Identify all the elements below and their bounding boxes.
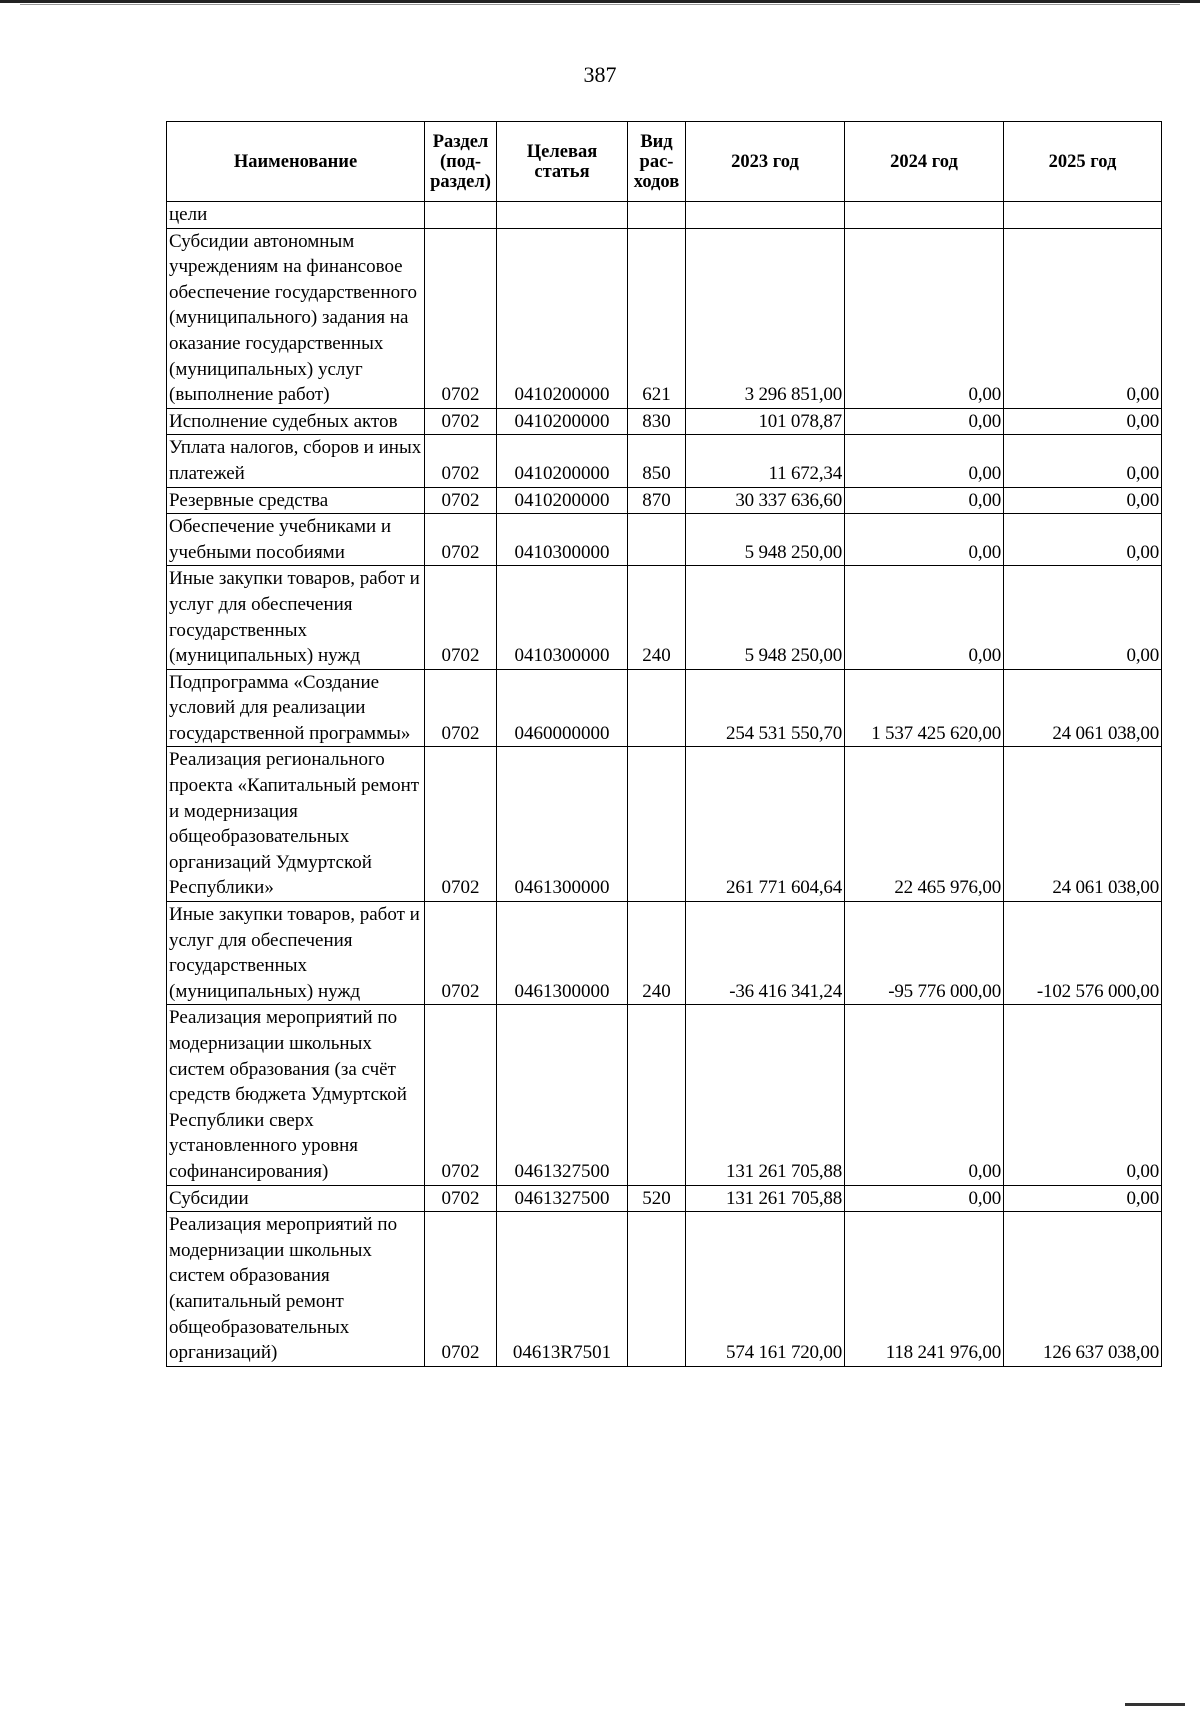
col-header-2024: 2024 год [845,122,1004,202]
cell-name: Реализация мероприятий по модернизации школьных систем образования (капитальный ремонт общеобразовательных организаций) [167,1212,425,1367]
cell-type [628,514,686,566]
col-header-expense-type: Вид рас-ходов [628,122,686,202]
cell-2023: 5 948 250,00 [686,566,845,669]
cell-type [628,1005,686,1185]
cell-2025 [1004,202,1162,229]
cell-type: 621 [628,228,686,408]
cell-target: 0410300000 [497,566,628,669]
cell-section: 0702 [425,487,497,514]
cell-2023: 5 948 250,00 [686,514,845,566]
cell-2024: 0,00 [845,1185,1004,1212]
cell-type [628,1212,686,1367]
cell-type: 240 [628,566,686,669]
cell-2024: 0,00 [845,408,1004,435]
cell-section: 0702 [425,1185,497,1212]
cell-type: 830 [628,408,686,435]
cell-name: Исполнение судебных актов [167,408,425,435]
cell-section: 0702 [425,228,497,408]
budget-table [166,121,1162,1367]
cell-2025: 0,00 [1004,1185,1162,1212]
cell-2023: -36 416 341,24 [686,902,845,1005]
cell-target: 0461327500 [497,1005,628,1185]
cell-2023: 261 771 604,64 [686,747,845,902]
table-row [167,1185,1162,1212]
table-row [167,202,1162,229]
cell-target: 0410200000 [497,435,628,487]
cell-2023: 11 672,34 [686,435,845,487]
col-header-name: Наименование [167,122,425,202]
table-row [167,435,1162,487]
table-row [167,1005,1162,1185]
cell-2023 [686,202,845,229]
table-row [167,514,1162,566]
cell-2024: 0,00 [845,1005,1004,1185]
cell-2025: 0,00 [1004,514,1162,566]
table-row [167,566,1162,669]
cell-section [425,202,497,229]
cell-type: 850 [628,435,686,487]
cell-2024: 22 465 976,00 [845,747,1004,902]
cell-name: Иные закупки товаров, работ и услуг для обеспечения государственных (муниципальных) нужд [167,566,425,669]
cell-2024: -95 776 000,00 [845,902,1004,1005]
cell-2023: 254 531 550,70 [686,669,845,747]
table-row [167,228,1162,408]
table-header-row [167,122,1162,202]
cell-name: Подпрограмма «Создание условий для реализации государственной программы» [167,669,425,747]
cell-2025: 0,00 [1004,408,1162,435]
cell-target: 04613R7501 [497,1212,628,1367]
cell-name: Реализация регионального проекта «Капитальный ремонт и модернизация общеобразовательных организаций Удмуртской Республики» [167,747,425,902]
cell-section: 0702 [425,408,497,435]
col-header-2023: 2023 год [686,122,845,202]
cell-target: 0410200000 [497,228,628,408]
cell-2025: 24 061 038,00 [1004,747,1162,902]
cell-name: Уплата налогов, сборов и иных платежей [167,435,425,487]
cell-2024: 0,00 [845,566,1004,669]
cell-2023: 574 161 720,00 [686,1212,845,1367]
cell-target [497,202,628,229]
cell-2025: 0,00 [1004,228,1162,408]
cell-type [628,747,686,902]
cell-type: 240 [628,902,686,1005]
cell-target: 0461300000 [497,902,628,1005]
cell-2025: 0,00 [1004,435,1162,487]
cell-2025: 0,00 [1004,566,1162,669]
cell-2025: 24 061 038,00 [1004,669,1162,747]
col-header-section: Раздел (под-раздел) [425,122,497,202]
cell-2024: 0,00 [845,228,1004,408]
cell-2025: -102 576 000,00 [1004,902,1162,1005]
cell-section: 0702 [425,514,497,566]
cell-2024: 1 537 425 620,00 [845,669,1004,747]
table-row [167,1212,1162,1367]
cell-section: 0702 [425,669,497,747]
cell-2023: 101 078,87 [686,408,845,435]
cell-section: 0702 [425,902,497,1005]
table-row [167,902,1162,1005]
cell-2024: 118 241 976,00 [845,1212,1004,1367]
page-number: 387 [583,62,617,87]
col-header-target: Целевая статья [497,122,628,202]
cell-target: 0461327500 [497,1185,628,1212]
cell-target: 0461300000 [497,747,628,902]
table-row [167,408,1162,435]
table-row [167,747,1162,902]
cell-target: 0460000000 [497,669,628,747]
cell-2024 [845,202,1004,229]
cell-2024: 0,00 [845,487,1004,514]
scan-top-edge [0,0,1200,3]
cell-2023: 3 296 851,00 [686,228,845,408]
table-row [167,487,1162,514]
cell-name: Субсидии автономным учреждениям на финансовое обеспечение государственного (муниципального) задания на оказание государственных (муниципальных) услуг (выполнение работ) [167,228,425,408]
cell-target: 0410200000 [497,487,628,514]
cell-2024: 0,00 [845,514,1004,566]
cell-type [628,202,686,229]
cell-2025: 0,00 [1004,487,1162,514]
table-row [167,669,1162,747]
cell-name: Субсидии [167,1185,425,1212]
cell-type: 870 [628,487,686,514]
cell-type [628,669,686,747]
cell-target: 0410200000 [497,408,628,435]
cell-name: Иные закупки товаров, работ и услуг для обеспечения государственных (муниципальных) нужд [167,902,425,1005]
cell-name: цели [167,202,425,229]
cell-2023: 131 261 705,88 [686,1185,845,1212]
cell-section: 0702 [425,566,497,669]
cell-type: 520 [628,1185,686,1212]
col-header-2025: 2025 год [1004,122,1162,202]
cell-2024: 0,00 [845,435,1004,487]
cell-2025: 0,00 [1004,1005,1162,1185]
cell-2023: 30 337 636,60 [686,487,845,514]
cell-2023: 131 261 705,88 [686,1005,845,1185]
cell-section: 0702 [425,747,497,902]
cell-name: Реализация мероприятий по модернизации школьных систем образования (за счёт средств бюджета Удмуртской Республики сверх установленного уровня софинансирования) [167,1005,425,1185]
scan-top-edge-shadow [20,4,1180,5]
cell-2025: 126 637 038,00 [1004,1212,1162,1367]
scan-bottom-mark [1125,1703,1185,1706]
cell-name: Обеспечение учебниками и учебными пособиями [167,514,425,566]
cell-section: 0702 [425,1005,497,1185]
cell-target: 0410300000 [497,514,628,566]
cell-section: 0702 [425,1212,497,1367]
cell-section: 0702 [425,435,497,487]
cell-name: Резервные средства [167,487,425,514]
